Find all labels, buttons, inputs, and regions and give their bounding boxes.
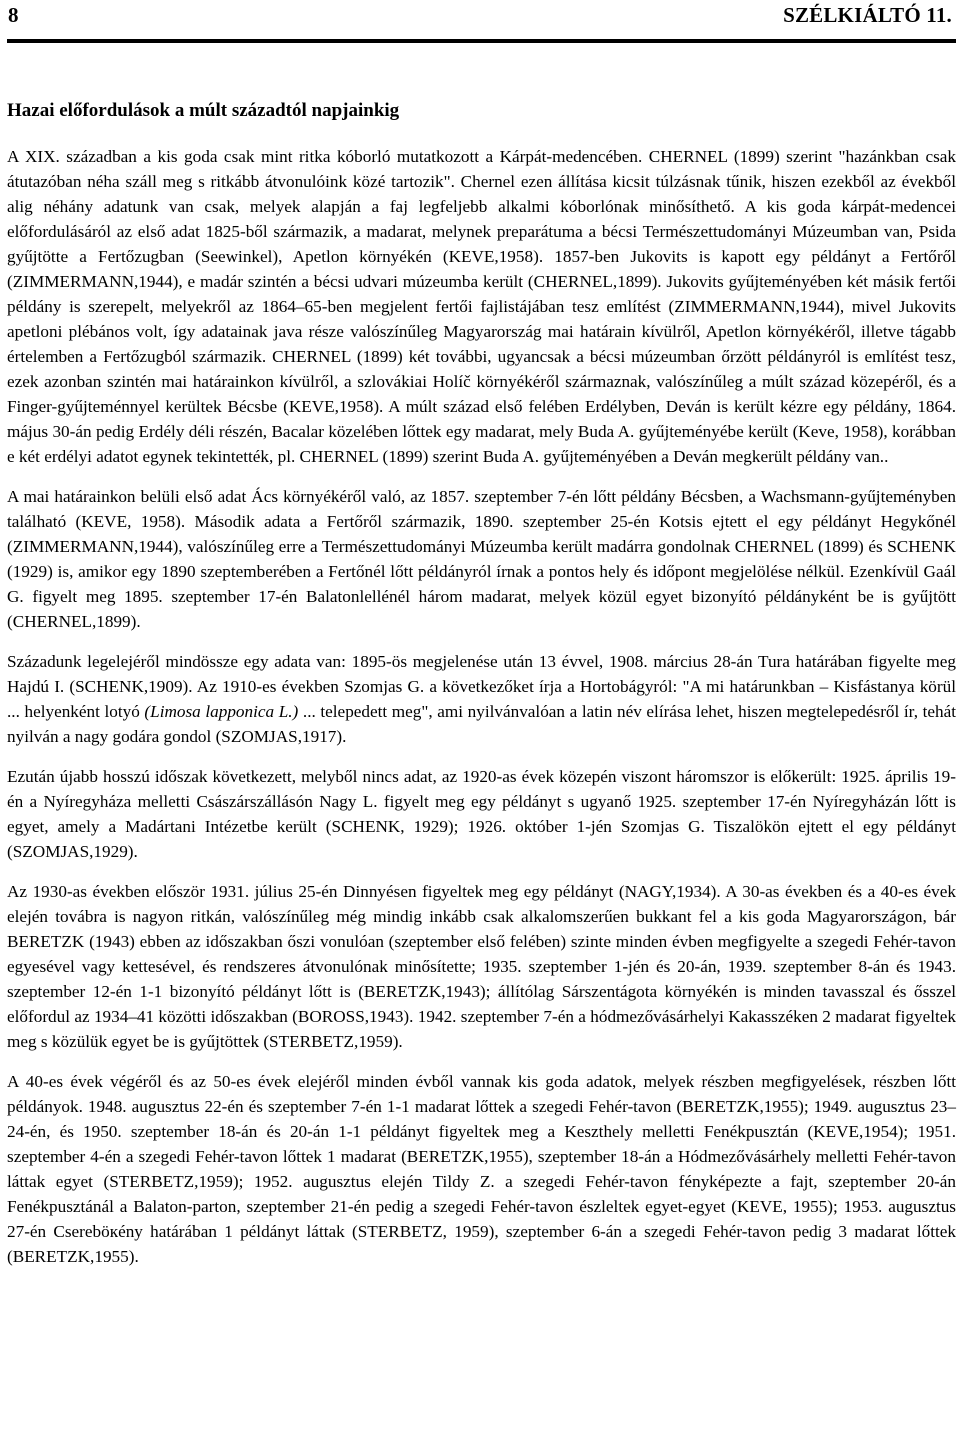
paragraph-3-text-before: Századunk legelejéről mindössze egy adata van: 1895-ös megjelenése után 13 évvel, 1908. március 28-án Tura határában figyelte meg Hajdú I. (SCHENK,1909). Az 1910-es években Szomjas G. a következőket írja a Hortobágyról: "A mi határunkban – Kisfástanya körül ... helyenként lotyó <box>7 652 956 721</box>
species-latin-name: (Limosa lapponica L.) <box>144 702 299 721</box>
paragraph-6: A 40-es évek végéről és az 50-es évek elejéről minden évből vannak kis goda adatok, melyek részben megfigyelések, részben lőtt példányok. 1948. augusztus 22-én és szeptember 7-én 1-1 madarat lőttek a szegedi Fehér-tavon (BERETZK,1955); 1949. augusztus 23–24-én, és 1950. szeptember 18-án és 20-án 1-1 példányt figyeltek meg a Keszthely melletti Fenékpusztán (KEVE,1954); 1951. szeptember 4-én a szegedi Fehér-tavon lőttek 1 madarat (BERETZK,1955), szeptember 18-án a Hódmezővásárhely melletti Fehér-tavon láttak egyet (STERBETZ,1959); 1952. augusztus elején Tildy Z. a szegedi Fehér-tavon fényképezte a fajt, szeptember 20-án Fenékpusztánál a Balaton-parton, szeptember 21-én pedig a szegedi Fehér-tavon észleltek egyet-egyet (KEVE, 1955); 1953. augusztus 27-én Csereböкény határában 1 példányt láttak (STERBETZ, 1959), szeptember 6-án a szegedi Fehér-tavon pedig 3 madarat lőttek (BERETZK,1955). <box>7 1072 956 1266</box>
header-rule <box>7 39 956 43</box>
page-number: 8 <box>8 3 19 27</box>
paragraph-5: Az 1930-as években először 1931. július 25-én Dinnyésen figyeltek meg egy példányt (NAGY,1934). A 30-as években és a 40-es évek elején továbra is nagyon ritkán, valószínűleg még mindig inkább csak alkalomszerűen bukkant fel a kis goda Magyarországon, bár BERETZK (1943) ebben az időszakban őszi vonulóan (szeptember első felében) szinte minden évben megfigyelte a szegedi Fehér-tavon egyesével vagy kettesével, és rendszeres átvonulónak minősítette; 1935. szeptember 1-jén és 20-án, 1939. szeptember 8-án és 1943. szeptember 12-én 1-1 bizonyító példányt lőtt is (BERETZK,1943); állítólag Sárszentágota környékén is minden tavasszal és ősszel előfordul az 1934–41 közötti időszakban (BOROSS,1943). 1942. szeptember 7-én a hódmezővásárhelyi Kakasszéken 2 madarat figyeltek meg s közülük egyet be is gyűjtöttek (STERBETZ,1959). <box>7 882 956 1051</box>
journal-title: SZÉLKIÁLTÓ 11. <box>783 3 952 27</box>
paragraph-4: Ezután újabb hosszú időszak következett, melyből nincs adat, az 1920-as évek közepén viszont háromszor is előkerült: 1925. április 19-én a Nyíregyháza melletti Császárszállásón Nagy L. figyelt meg egy példányt s ugyanő 1925. szeptember 17-én Nyíregyházán lőtt is egyet, amely a Madártani Intézetbe került (SCHENK, 1929); 1926. október 1-jén Szomjas G. Tiszalökön ejtett el egy példányt (SZOMJAS,1929). <box>7 767 956 861</box>
paragraph-3-text-after: ... telepedett meg", ami nyilvánvalóan a latin név elírása lehet, hiszen megtelepedésről ír, tehát nyilván a nagy godára gondol (SZOMJAS,1917). <box>7 702 956 746</box>
section-title: Hazai előfordulások a múlt századtól napjainkig <box>7 100 400 121</box>
paragraph-2: A mai határainkon belüli első adat Ács környékéről való, az 1857. szeptember 7-én lőtt példány Bécsben, a Wachsmann-gyűjteményben található (KEVE, 1958). Második adata a Fertőről származik, 1890. szeptember 25-én Kotsis ejtett el egy példányt Hegykőnél (ZIMMERMANN,1944), valószínűleg erre a Természettudományi Múzeumba került madárra gondolnak CHERNEL (1899) és SCHENK (1929) is, amikor egy 1890 szeptemberében a Fertőnél lőtt példányról írnak a pontos hely és időpont megjelölése nélkül. Ezenkívül Gaál G. figyelt meg 1895. szeptember 17-én Balatonlellénél három madarat, melyek közül egyet bizonyító példányként be is gyűjtött (CHERNEL,1899). <box>7 487 956 631</box>
paragraph-1: A XIX. században a kis goda csak mint ritka kóborló mutatkozott a Kárpát-medencében. CHERNEL (1899) szerint "hazánkban csak átutazóban néha száll meg s ritkább átvonulóink közé tartozik". Chernel ezen állítása kicsit túlzásnak tűnik, hiszen ezekből az évekből alig néhány adatunk van csak, melyek alapján a faj legfeljebb alkalmi kóborlónak minősíthető. A kis goda kárpát-medencei előfordulásáról az első adat 1825-ből származik, a madarat, melynek preparátuma a bécsi Természettudományi Múzeumban van, Psida gyűjtötte a Fertőzugban (Seewinkel), Apetlon környékén (KEVE,1958). 1857-ben Jukovits is kapott egy példányt a Fertőről (ZIMMERMANN,1944), e madár szintén a bécsi udvari múzeumba került (CHERNEL,1899). Jukovits gyűjteményében két másik fertői példány is szerepelt, melyekről az 1864–65-ben megjelent fertői fajlistájában tesz említést (ZIMMERMANN,1944), mivel Jukovits apetloni plébános volt, így adatainak java része valószínűleg Magyarország mai határain kívülről, Apetlon környékéről, illetve tágabb értelemben a Fertőzugból származik. CHERNEL (1899) két további, ugyancsak a bécsi múzeumban őrzött példányról is említést tesz, ezek azonban szintén mai határainkon kívülről, a szlovákiai Holíč környékéről származnak, valószínűleg a múlt század közepéről, és a Finger-gyűjteménnyel kerültek Bécsbe (KEVE,1958). A múlt század első felében Erdélyben, Deván is került kézre egy példány, 1864. május 30-án pedig Erdély déli részén, Bacalar közelében lőttek egy madarat, mely Buda A. gyűjteményébe került (Keve, 1958), korábban e két erdélyi adatot egynek tekintették, pl. CHERNEL (1899) szerint Buda A. gyűjteményében a Deván megkerült példány van.. <box>7 147 956 466</box>
paragraph-3 <box>7 649 956 749</box>
page-header <box>7 0 956 39</box>
document-page <box>7 0 956 1284</box>
